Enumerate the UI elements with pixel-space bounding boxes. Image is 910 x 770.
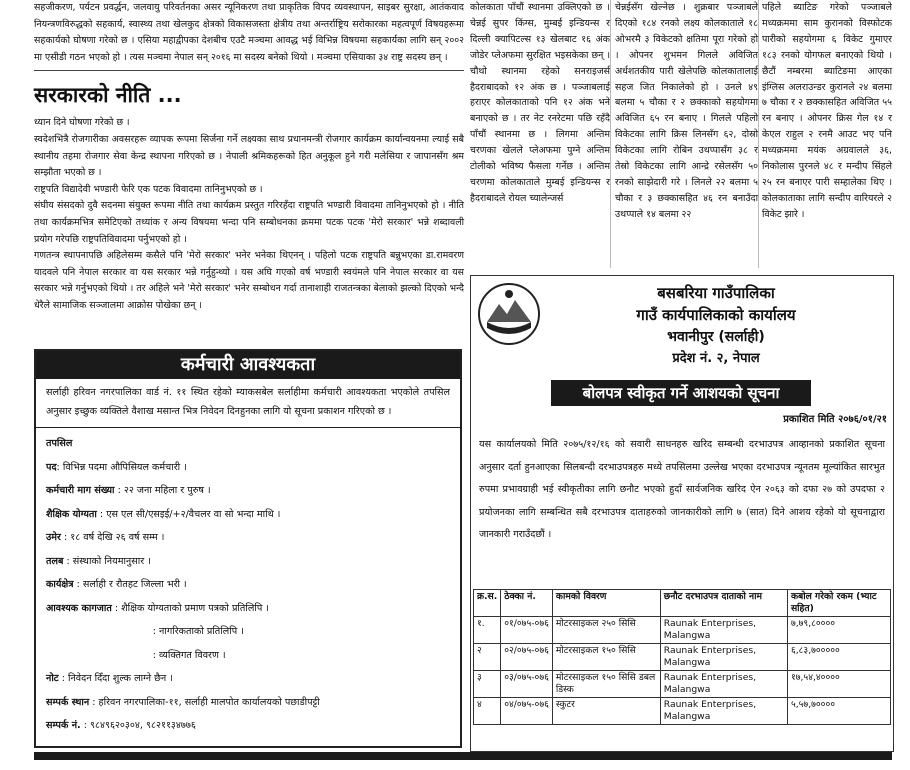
job-ad-row-label: पद: [46, 461, 57, 473]
table-cell: ३: [474, 671, 501, 698]
job-ad-rows: [46, 456, 450, 738]
table-body: [474, 617, 891, 725]
table-cell: Raunak Enterprises, Malangwa: [660, 617, 787, 644]
organization-header: [551, 282, 881, 370]
table-cell: १७,५४,४००००: [787, 671, 890, 698]
job-ad-row: [46, 667, 450, 691]
org-name: बसबरिया गाउँपालिका: [657, 284, 775, 302]
job-ad-row-label: आवश्यक कागजात: [46, 602, 112, 614]
job-ad-row-value: : १८ वर्ष देखि २६ वर्ष सम्म ।: [60, 532, 165, 543]
table-header-cell: क्र.स.: [474, 590, 501, 617]
job-ad-row: [46, 550, 450, 574]
sports-column-1: [470, 0, 611, 268]
job-ad-row-value: : नागरिकताको प्रतिलिपि ।: [46, 626, 244, 637]
job-ad-row-value: : सर्लाही र रौतहट जिल्ला भरी ।: [73, 579, 187, 590]
table-cell: ६,८३,७०००००: [787, 644, 890, 671]
left-news-column: [34, 0, 464, 315]
job-ad-row-value: : संस्थाको नियमानुसार ।: [63, 555, 151, 567]
job-ad-row-label: नोट: [46, 673, 59, 684]
column-text: कोलकाता पाँचौं स्थानमा उक्लिएको छ । चेन्नई सुपर किंग्स, मुम्बई इन्डियन्स र दिल्ली क्यापिटल्स १३ खेलबाट १६ अंक जोडेर प्लेअफमा सुरक्षित भइसकेका छन् । चौथो स्थानमा रहेको सनराइजर्स हैदराबादको १२ अंक छ । पञ्जाबलाई हराएर कोलकाताको पनि १२ अंक भने बनाएको छ । तर नेट रनरेटमा पछि रहँदै पाँचौं स्थानमा छ । लिगमा अन्तिम चरणका खेलले प्लेअफमा पुग्ने अन्तिम टोलीको भविष्य फैसला गर्नेछ । अन्तिम चरणमा कोलकाताले मुम्बई इन्डियन्स र हैदराबादले रोयल च्यालेन्जर्स: [470, 2, 610, 204]
job-ad-row-value: : ९८४९६२०३०४, ९८२११३४७७६: [80, 720, 196, 731]
job-ad-row: [46, 479, 450, 503]
job-ad-row: [46, 691, 450, 715]
table-cell: ५,५७,७००००: [787, 698, 890, 725]
table-header-cell: कामको विवरण: [552, 590, 660, 617]
job-ad-row: [46, 503, 450, 527]
paragraph: गणतन्त्र स्थापनापछि अहिलेसम्म कसैले पनि 'मेरो सरकार' भनेर भनेका थिएनन् । पहिलो पटक राष्ट्रपति बन्नुभएका डा.रामवरण यादवले पनि नेपाल सरकार वा यस सरकार भन्ने गर्नुहुन्थ्यो । यस अघि गएको वर्ष भण्डारी स्वयंमले पनि नेपाल सरकार वा यस सरकार भन्ने गर्नुभएको थियो । तर अहिले भने 'मेरो सरकार' भनेर सम्बोधन गर्दा तानाशाही राजतन्त्रका बेलाको झल्को दिएको भन्दै धेरैले सामाजिक सञ्जालमा आक्रोस पोखेका छन् ।: [34, 250, 464, 311]
job-advertisement: [34, 349, 462, 748]
job-ad-row: [46, 620, 450, 644]
table-cell: ४: [474, 698, 501, 725]
table-cell: ०२/०७५-०७६: [501, 644, 553, 671]
job-ad-row-value: : निवेदन दिँदा शुल्क लाग्ने छैन ।: [58, 673, 173, 684]
table-cell: Raunak Enterprises, Malangwa: [660, 644, 787, 671]
table-cell: ०३/०७५-०७६: [501, 671, 553, 698]
job-ad-row-label: कर्मचारी माग संख्या: [46, 485, 115, 496]
job-ad-row-value: : व्यक्तिगत विवरण ।: [46, 649, 226, 661]
paragraph: राष्ट्रपति विद्यादेवी भण्डारी फेरि एक पटक विवादमा तानिनुभएको छ ।: [34, 183, 263, 195]
job-ad-row-label: सम्पर्क नं.: [46, 720, 81, 731]
table-cell: Raunak Enterprises, Malangwa: [660, 698, 787, 725]
job-ad-row-value: : एस एल सी/एसइई/+२/वैचलर वा सो भन्दा माथि ।: [96, 508, 281, 520]
table-header-cell: कबोल गरेको रकम (भ्याट सहित): [787, 590, 890, 617]
government-emblem-icon: [477, 282, 541, 346]
table-cell: स्कुटर: [552, 698, 660, 725]
column-text: पहिले ब्याटिङ गरेको पञ्जाबले मध्यक्रममा साम कुरानको विस्फोटक पारीको सहयोगमा ६ विकेट गुमाएर १८३ रनको योगफल बनाएको थियो । छैटौं नम्बरमा ब्याटिङमा आएका इंग्लिस अलराउन्डर कुरानले २४ बलमा ७ चौका र २ छक्कासहित अविजित ५५ रन बनाए । ओपनर क्रिस गेल १४ र केएल राहुल २ रनमै आउट भए पनि मध्यक्रममा मयंक अग्रवालले ३६, निकोलास पुरनले ४८ र मन्दीप सिंहले २५ रन बनाएर पारी सम्हालेका थिए । कोलकाताका लागि सन्दीप वारियरले २ विकेट झारे ।: [762, 2, 892, 220]
org-office: गाउँ कार्यपालिकाको कार्यालय: [636, 306, 796, 324]
tender-notice: [470, 275, 894, 752]
table-cell: मोटरसाइकल २५० सिसि: [552, 617, 660, 644]
table-row: [474, 671, 891, 698]
job-ad-row-label: तलब: [46, 555, 64, 567]
job-ad-row-value: : हरिवन नगरपालिका-११, सर्लाही मालपोत कार्यालयको पछाडीपट्टी: [89, 696, 320, 708]
table-cell: मोटरसाइकल १५० सिसि: [552, 644, 660, 671]
job-ad-row-value: : विभिन्न पदमा औपिसियल कर्मचारी ।: [56, 461, 187, 473]
table-cell: २: [474, 644, 501, 671]
notice-body: यस कार्यालयको मिति २०७५/१२/१६ को सवारी साधनहरु खरिद सम्बन्धी दरभाउपत्र आव्हानको प्रकाशित सूचना अनुसार दर्ता हुनआएका सिलबन्दी दरभाउपत्रहरु मध्ये तपसिलमा उल्लेख भएका दरभाउपत्र न्यूनतम मूल्यांकित सारभुत रुपमा प्रभावग्राही भई स्वीकृतीका लागि छनौट भएको हुदाँ सार्वजनिक खरिद ऐन २०६३ को दफा २७ को उपदफा २ प्रयोजनका लागि सम्बन्धित सबै दरभाउपत्र दाताहरुको जानकारीको लागि ७ (सात) दिने आशय रहेको यो सूचनाद्वारा जानकारी गराउँदछौं ।: [479, 439, 885, 541]
job-ad-row-label: उमेर: [46, 532, 61, 543]
job-ad-row-label: कार्यक्षेत्र: [46, 579, 74, 590]
publish-date: प्रकाशित मिति २०७६/०१/२१: [783, 414, 887, 425]
job-ad-row-label: शैक्षिक योग्यता: [46, 508, 97, 520]
job-ad-row: [46, 456, 450, 480]
paragraph: ध्यान दिने घोषणा गरेको छ ।: [34, 117, 130, 129]
job-ad-details: [36, 427, 460, 742]
table-cell: ७,७९,८००००: [787, 617, 890, 644]
table-cell: १.: [474, 617, 501, 644]
job-ad-intro: सर्लाही हरिवन नगरपालिका वार्ड नं. ११ स्थित रहेको म्याकसबेल सर्लाहीमा कर्मचारी आवश्यकता भएकोले तपसिल अनुसार इच्छुक व्यक्तिले वैशाख मसान्त भित्र निवेदन दिनहुनका लागि यो सूचना प्रकाशन गरिएको छ ।: [46, 387, 450, 417]
sports-column-3: [762, 0, 892, 268]
table-row: [474, 698, 891, 725]
bottom-rule: [34, 752, 892, 760]
divider: [34, 70, 464, 71]
job-ad-row: [46, 526, 450, 550]
table-cell: Raunak Enterprises, Malangwa: [660, 671, 787, 698]
org-location: भवानीपुर (सर्लाही): [667, 329, 765, 345]
table-cell: ०१/०७५-०७६: [501, 617, 553, 644]
column-text: चेन्नईसँग खेल्नेछ । शुक्रबार पञ्जाबले दिएको १८४ रनको लक्ष्य कोलकाताले १८ ओभरमै ३ विकेटको क्षतिमा पूरा गरेको हो । ओपनर शुभमन गिलले अविजित अर्धशतकीय पारी खेलेपछि कोलकातालाई सहज जित निकालेको हो । उनले ४९ बलमा ५ चौका र २ छक्काको सहयोगमा अविजित ६५ रन बनाए । गिलले पहिलो विकेटका लागि क्रिस लिनसँग ६२, दोस्रो विकेटका लागि रोबिन उथप्पासँग ३८ र तेस्रो विकेटका लागि आन्द्रे रसेलसँग ५० रनको साझेदारी गरे । लिनले २२ बलमा ५ चौका र ३ छक्कासहित ४६ रन बनाउँदा उथप्पाले १४ बलमा २२: [615, 2, 758, 220]
job-ad-row-label: सम्पर्क स्थान: [46, 696, 90, 708]
table-header-row: [474, 590, 891, 617]
section-heading: सरकारको नीति ...: [34, 83, 182, 108]
job-ad-title: कर्मचारी आवश्यकता: [36, 351, 460, 379]
paragraph: संघीय संसदको दुवै सदनमा संयुक्त रूपमा नीति तथा कार्यक्रम प्रस्तुत गरिरहँदा राष्ट्रपति भण्डारी विवादमा तानिनुभएको हो । नीति तथा कार्यक्रमभित्र समेटिएको तथ्यांक र अन्य विषयमा भन्दा पनि सम्बोधनका क्रममा पटक पटक 'मेरो सरकार' भन्ने शब्दावली प्रयोग गरेपछि राष्ट्रपतिविवादमा पर्नुभएको हो ।: [34, 200, 464, 245]
job-ad-row-value: : शैक्षिक योग्यताको प्रमाण पत्रको प्रतिलिपि ।: [111, 602, 269, 614]
tender-table: [473, 589, 891, 725]
top-paragraph: सहजीकरण, पर्यटन प्रवर्द्धन, जलवायु परिवर्तनका असर न्यूनिकरण तथा प्राकृतिक विपद व्यवस्थापन, साइबर सुरक्षा, आतंकवाद नियन्त्रणविरुद्धको सहकार्य, स्वास्थ्य तथा खेलकुद क्षेत्रको विकासजस्ता क्षेत्रीय तथा अन्तर्राष्ट्रिय सरोकारका महत्वपूर्ण विषयहरूमा सहकार्यको घोषणा गरेको छ । एसिया महाद्वीपका देशबीच एउटै मञ्चमा आवद्ध भई विभिन्न विषयमा सहकार्यका लागि सन् २००२ मा एसीडी गठन भएको हो । त्यस मञ्चमा नेपाल सन् २०१६ मा सदस्य बनेको थियो । मञ्चमा एसियाका ३४ राष्ट्र सदस्य छन् ।: [34, 2, 464, 63]
job-ad-row: [46, 714, 450, 738]
table-cell: मोटरसाइकल १५० सिसि डबल डिस्क: [552, 671, 660, 698]
table-cell: ०४/०७५-०७६: [501, 698, 553, 725]
table-row: [474, 617, 891, 644]
job-ad-row: [46, 573, 450, 597]
notice-title: बोलपत्र स्वीकृत गर्ने आशयको सूचना: [551, 380, 811, 406]
paragraph: स्वदेशभित्रै रोजगारीका अवसरहरू व्यापक रूपमा सिर्जना गर्ने लक्ष्यका साथ प्रधानमन्त्री रोजगार कार्यक्रम कार्यान्वयनमा ल्याई सबै स्थानीय तहमा रोजगार सेवा केन्द्र स्थापना गरिएको छ । नेपाली श्रमिकहरूको हित अनुकूल हुने गरी मलेसिया र जापानसँग श्रम सम्झौता भएको छ ।: [34, 133, 464, 179]
table-header-cell: छनौट दरभाउपत्र दाताको नाम: [660, 590, 787, 617]
job-ad-row: [46, 644, 450, 668]
sports-column-2: [615, 0, 759, 268]
org-province: प्रदेश नं. २, नेपाल: [672, 351, 760, 366]
table-row: [474, 644, 891, 671]
job-ad-section-title: तपसिल: [46, 438, 73, 449]
table-header-cell: ठेक्का नं.: [501, 590, 553, 617]
job-ad-row: [46, 597, 450, 621]
job-ad-row-value: : २२ जना महिला र पुरुष ।: [114, 485, 211, 496]
